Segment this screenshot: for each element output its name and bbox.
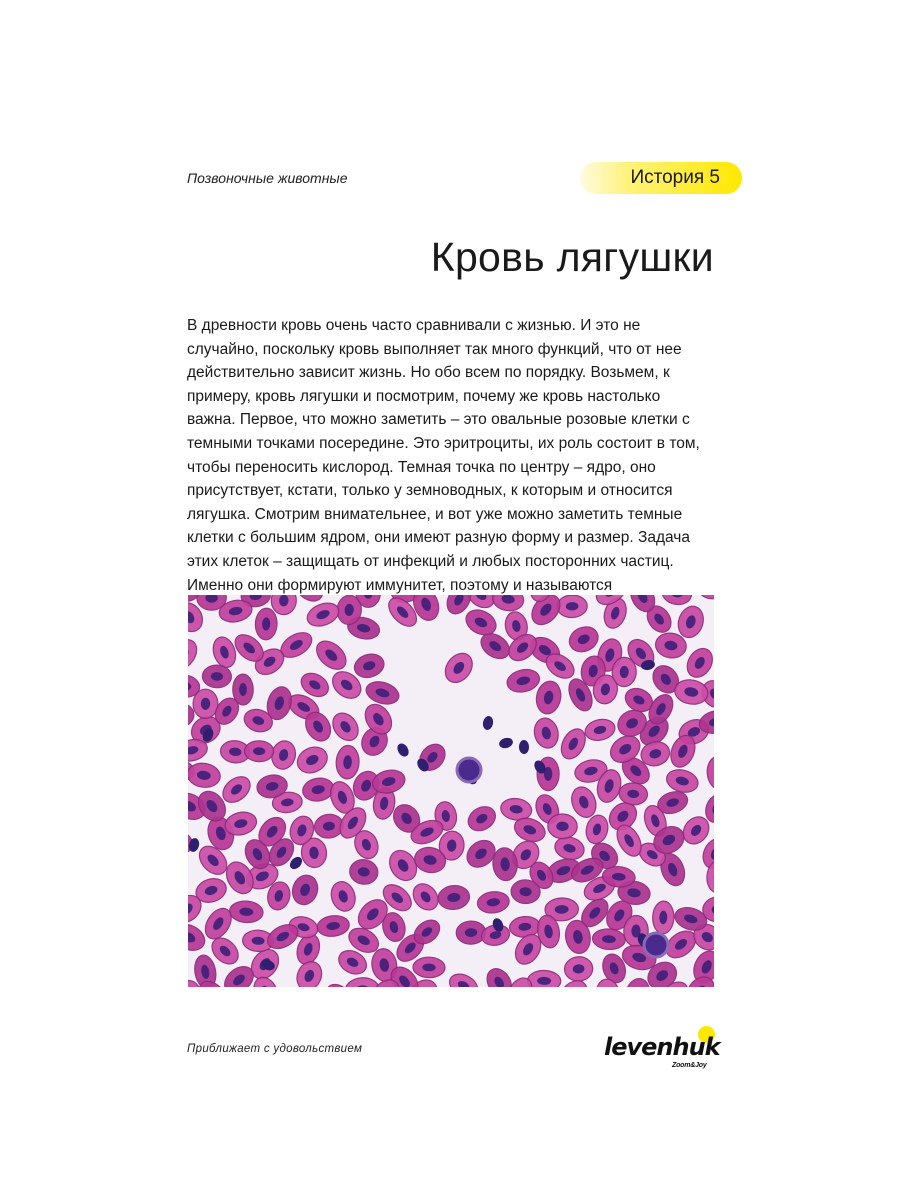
red-blood-cell: [456, 921, 486, 945]
body-line: случайно, поскольку кровь выполняет так много функций, что от нее: [187, 340, 682, 358]
body-line: В древности кровь очень часто сравнивали с жизнью. И это не: [187, 317, 641, 334]
red-blood-cell: [652, 901, 674, 934]
body-line: лягушка. Смотрим внимательнее, и вот уже можно заметить темные: [187, 505, 683, 523]
lymphocyte-cell: [457, 758, 481, 782]
lymphocyte-cell: [644, 933, 668, 957]
red-blood-cell: [255, 608, 278, 640]
body-line: этих клеток – защищать от инфекций и любых посторонних частиц.: [187, 552, 674, 570]
red-blood-cell: [547, 813, 577, 839]
body-line: клетки с большим ядром, они имеют разную форму и размер. Задача: [187, 529, 691, 547]
red-blood-cell: [413, 957, 445, 978]
section-label: Позвоночные животные: [187, 170, 348, 186]
red-blood-cell: [244, 741, 274, 762]
red-blood-cell: [193, 689, 218, 719]
body-line: действительно зависит жизнь. Но обо всем по порядку. Возьмем, к: [187, 364, 670, 382]
red-blood-cell: [202, 665, 232, 689]
body-paragraph: [187, 314, 717, 621]
footer-tagline: Приближает с удовольствием: [187, 1043, 363, 1055]
story-badge: [580, 162, 742, 194]
blood-micrograph-image: [188, 595, 714, 987]
logo-subtitle: Zoom&Joy: [672, 1062, 707, 1069]
red-blood-cell: [557, 595, 588, 618]
body-line: чтобы переносить кислород. Темная точка по центру – ядро, оно: [187, 458, 656, 476]
body-line: темными точками посередине. Это эритроциты, их роль состоит в том,: [187, 434, 700, 452]
micrograph-canvas: [188, 595, 714, 987]
body-line: примеру, кровь лягушки и посмотрим, почему же кровь настолько: [187, 387, 661, 405]
page-title: Кровь лягушки: [430, 234, 714, 280]
body-line: присутствует, кстати, только у земноводных, к которым и относится: [187, 482, 673, 500]
levenhuk-logo: [604, 1022, 720, 1072]
story-badge-label: История 5: [630, 167, 720, 188]
body-line: Именно они формируют иммунитет, поэтому и называются: [187, 576, 613, 594]
logo-wordmark: levenhuk: [604, 1033, 720, 1061]
body-line: важна. Первое, что можно заметить – это овальные розовые клетки с: [187, 411, 690, 429]
